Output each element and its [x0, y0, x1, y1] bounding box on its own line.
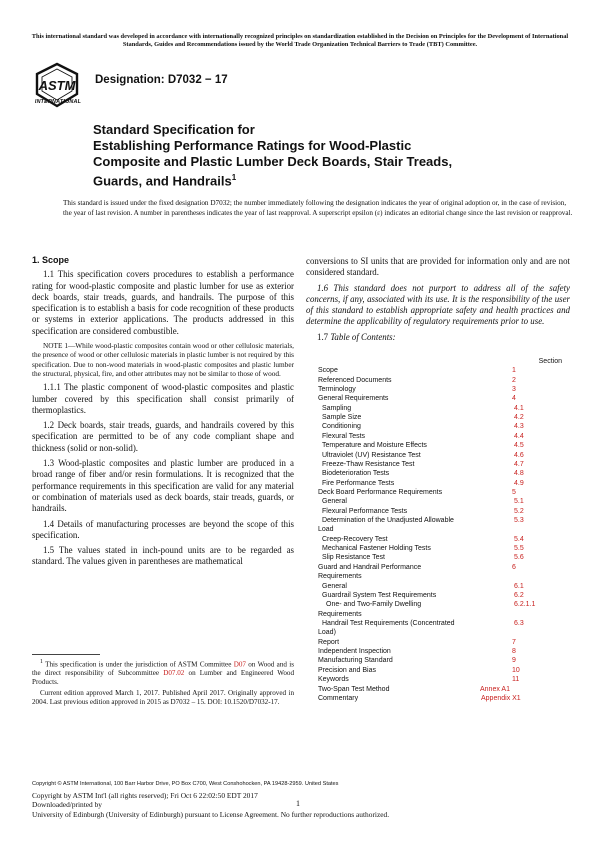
toc-section-link[interactable]: Appendix X1 [481, 694, 521, 702]
footnote-1-text-a: This specification is under the jurisdiction of ASTM Committee [45, 660, 234, 669]
toc-row-label: General Requirements [318, 395, 389, 403]
toc-row-label: Guardrail System Test Requirements [322, 591, 437, 599]
logo-international-text: INTERNATIONAL [34, 99, 82, 105]
toc-row-label: Temperature and Moisture Effects [322, 442, 427, 450]
toc-section-link[interactable]: 5.1 [514, 498, 524, 506]
toc-row [318, 413, 578, 422]
toc-row-label: Requirements [318, 573, 362, 581]
toc-section-link[interactable]: 7 [512, 638, 516, 646]
toc-row-label: Biodeterioration Tests [322, 470, 390, 478]
page-number: 1 [296, 799, 300, 808]
download-line-2: Downloaded/printed by [32, 800, 102, 810]
toc-row [318, 553, 578, 562]
toc-row [318, 432, 578, 441]
tbt-notice: This international standard was developed in accordance with internationally recognized principles on standardization established in the Decision on Principles for the Development of International Standards, Guides and Recommendations issued by the World Trade Organization Technical Barriers to Trade (TBT) Committee. [31, 33, 569, 48]
toc-row [318, 488, 578, 497]
download-line-3: University of Edinburgh (University of Edinburgh) pursuant to License Agreement. No further reproductions authorized. [32, 809, 390, 819]
toc-row [318, 675, 578, 684]
toc-row [318, 591, 578, 600]
download-line-1: Copyright by ASTM Int'l (all rights reserved); Fri Oct 6 22:02:50 EDT 2017 [32, 791, 258, 800]
toc-row [318, 460, 578, 469]
toc-row-label: Precision and Bias [318, 666, 376, 674]
toc-section-link[interactable]: 4.2 [514, 414, 524, 422]
toc-section-link[interactable]: 4.5 [514, 442, 524, 450]
paragraph-1-5-continued: conversions to SI units that are provided for information only and are not considered standard. [306, 256, 570, 278]
toc-section-link[interactable]: 4.4 [514, 432, 524, 440]
toc-row-label: Flexural Tests [322, 432, 366, 440]
toc-row-label: Keywords [318, 676, 349, 684]
toc-row-label: Creep-Recovery Test [322, 535, 388, 543]
toc-section-link[interactable]: 5.2 [514, 507, 524, 515]
paragraph-1-1: 1.1 This specification covers procedures to establish a performance rating for wood-plastic composite and plastic lumber for use as exterior deck boards, stair treads, guards, and handrails. The purpose of this specification is to establish a basis for code recognition of these products or systems in exterior applications. The products addressed in this specification are considered combustible. [32, 269, 294, 336]
toc-row-label: General [322, 582, 347, 590]
toc-row [318, 610, 578, 619]
toc-section-link[interactable]: 4.9 [514, 479, 524, 487]
paragraph-1-5: 1.5 The values stated in inch-pound units are to be regarded as standard. The values given in parentheses are mathematical [32, 545, 294, 567]
toc-row-label: Sampling [322, 404, 352, 412]
toc-row [318, 544, 578, 553]
left-column [32, 255, 294, 572]
toc-section-link[interactable]: 6.2.1.1 [514, 601, 536, 609]
toc-section-link[interactable]: 6.3 [514, 620, 524, 627]
toc-row [318, 619, 578, 628]
toc-row-label: Guard and Handrail Performance [318, 563, 422, 571]
toc-row-label: Flexural Performance Tests [322, 507, 408, 515]
designation: Designation: D7032 − 17 [95, 74, 228, 86]
toc-row [318, 451, 578, 460]
toc-row [318, 572, 578, 581]
toc-section-header: Section [538, 358, 562, 365]
toc-row [318, 628, 578, 637]
toc-section-link[interactable]: 5.3 [514, 517, 524, 525]
footnote-1 [32, 658, 294, 687]
title-line-4-text: Guards, and Handrails [93, 173, 232, 189]
toc-section-link[interactable]: 5.4 [514, 535, 524, 543]
note-1: NOTE 1—While wood-plastic composites contain wood or other cellulosic materials, the presence of wood or other cellulosic materials in plastic lumber is not required by this specification. Due to non-wood materials in wood-plastic composites and plastic lumber the structural, physical, fire, and other attributes may not be similar to those of wood. [32, 341, 294, 378]
toc-row-label: General [322, 498, 347, 506]
footnote-1-mark: 1 [40, 659, 43, 665]
title-line-1: Standard Specification for [93, 122, 255, 137]
toc-row [318, 582, 578, 591]
toc-row-label: Ultraviolet (UV) Resistance Test [322, 451, 421, 459]
toc-section-link[interactable]: 10 [512, 666, 520, 674]
toc-rows [318, 366, 578, 703]
toc-section-link[interactable]: 9 [512, 657, 516, 665]
subcommittee-d07-02-link[interactable]: D07.02 [163, 669, 185, 678]
committee-d07-link[interactable]: D07 [233, 660, 246, 669]
scope-heading: 1. Scope [32, 255, 70, 265]
toc-row [318, 685, 578, 694]
toc-section-link[interactable]: 4.3 [514, 423, 524, 431]
toc-row-label: Handrail Test Requirements (Concentrated [322, 620, 455, 627]
paragraph-1-7 [306, 332, 570, 343]
toc-row-label: Deck Board Performance Requirements [318, 488, 443, 496]
toc-row-label: Determination of the Unadjusted Allowable [322, 517, 454, 525]
toc-row [318, 638, 578, 647]
toc-row [318, 666, 578, 675]
download-notice [32, 791, 572, 819]
toc-row [318, 525, 578, 534]
title-line-2: Establishing Performance Ratings for Wood-Plastic [93, 138, 412, 153]
toc-section-link[interactable]: 8 [512, 648, 516, 656]
toc-row [318, 441, 578, 450]
paragraph-1-2: 1.2 Deck boards, stair treads, guards, and handrails covered by this specification are permitted to be of any code compliant shape and thickness (solid or non-solid). [32, 420, 294, 453]
toc-section-link[interactable]: 6.1 [514, 582, 524, 590]
right-column [306, 256, 570, 347]
toc-section-link[interactable]: 4.1 [514, 404, 524, 412]
toc-section-link[interactable]: 5 [512, 488, 516, 496]
toc-row-label: Commentary [318, 694, 359, 702]
toc-section-link[interactable]: 2 [512, 376, 516, 384]
toc-row [318, 469, 578, 478]
toc-row [318, 422, 578, 431]
toc-row [318, 563, 578, 572]
toc-section-link[interactable]: 1 [512, 367, 516, 375]
toc-row [318, 385, 578, 394]
toc-row [318, 600, 578, 609]
paragraph-1-1-1: 1.1.1 The plastic component of wood-plastic composites and plastic lumber covered by this specification shall consist primarily of thermoplastics. [32, 382, 294, 415]
toc-row [318, 647, 578, 656]
paragraph-1-7-number: 1.7 [317, 331, 331, 342]
toc-row-label: Load [318, 526, 334, 534]
document-title [93, 122, 563, 189]
copyright-line: Copyright © ASTM International, 100 Barr Harbor Drive, PO Box C700, West Conshohocken, PA 19428-2959. United States [32, 781, 339, 787]
toc-row [318, 394, 578, 403]
toc-title: Table of Contents: [330, 331, 396, 342]
toc-row-label: Scope [318, 367, 338, 375]
toc-row-label: Conditioning [322, 423, 361, 431]
toc-section-link[interactable]: 4.6 [514, 451, 524, 459]
toc-row [318, 479, 578, 488]
title-line-3: Composite and Plastic Lumber Deck Boards, Stair Treads, [93, 154, 453, 169]
toc-row [318, 507, 578, 516]
toc-row-label: Manufacturing Standard [318, 657, 393, 665]
table-of-contents [318, 357, 578, 703]
toc-section-link[interactable]: 4.8 [514, 470, 524, 478]
toc-section-link[interactable]: 5.5 [514, 545, 524, 553]
toc-row-label: Slip Resistance Test [322, 554, 385, 562]
svg-text:ASTM: ASTM [38, 78, 76, 93]
toc-row [318, 535, 578, 544]
toc-row-label: Report [318, 638, 340, 646]
footnote-1-text-c: on Lumber and Engineered Wood Products. [32, 669, 294, 687]
footnotes [32, 658, 294, 709]
toc-row [318, 497, 578, 506]
paragraph-1-6: 1.6 This standard does not purport to address all of the safety concerns, if any, associated with its use. It is the responsibility of the user of this standard to establish appropriate safety and health practices and determine the applicability of regulatory requirements prior to use. [306, 282, 570, 327]
toc-row [318, 656, 578, 665]
toc-row-label: Requirements [318, 610, 362, 618]
toc-row-label: Fire Performance Tests [322, 479, 395, 487]
paragraph-1-4: 1.4 Details of manufacturing processes are beyond the scope of this specification. [32, 518, 294, 540]
toc-section-link[interactable]: 6.2 [514, 591, 524, 599]
toc-section-link[interactable]: 4 [512, 395, 516, 403]
paragraph-1-3: 1.3 Wood-plastic composites and plastic lumber are produced in a broad range of fiber and/or resin formulations. It is recognized that the performance requirements in this specification are valid for any material or combination of materials used as deck boards, stair treads, guards, or handrails. [32, 458, 294, 514]
toc-row-label: Referenced Documents [318, 376, 392, 384]
toc-row [318, 376, 578, 385]
title-line-4 [93, 170, 563, 189]
toc-section-link[interactable]: 6 [512, 563, 516, 571]
issuance-statement: This standard is issued under the fixed designation D7032; the number immediately following the designation indicates the year of original adoption or, in the case of revision, the year of last revision. A number in parentheses indicates the year of last reapproval. A superscript epsilon (ε) indicates an editorial change since the last revision or reapproval. [63, 199, 573, 217]
toc-section-link[interactable]: 11 [512, 676, 520, 684]
footnote-1-text-b: on Wood and is the direct responsibility of Subcommittee [32, 660, 294, 678]
toc-section-link[interactable]: Annex A1 [480, 685, 510, 693]
toc-row-label: Freeze-Thaw Resistance Test [322, 460, 415, 468]
toc-row-label: Sample Size [322, 414, 362, 422]
toc-row-label: Mechanical Fastener Holding Tests [322, 545, 431, 553]
edition-note: Current edition approved March 1, 2017. Published April 2017. Originally approved in 2004. Last previous edition approved in 2015 as D7032 – 15. DOI: 10.1520/D7032-17. [32, 689, 294, 707]
toc-row [318, 694, 578, 703]
toc-row [318, 366, 578, 375]
toc-section-link[interactable]: 4.7 [514, 460, 524, 468]
toc-row-label: Load) [318, 629, 336, 637]
toc-row-label: One- and Two-Family Dwelling [326, 601, 422, 609]
toc-row [318, 404, 578, 413]
toc-row-label: Independent Inspection [318, 648, 391, 656]
footnote-divider [32, 654, 100, 655]
title-footnote-mark[interactable]: 1 [231, 173, 237, 182]
toc-section-link[interactable]: 5.6 [514, 554, 524, 562]
toc-row-label: Two-Span Test Method [318, 685, 390, 693]
toc-section-link[interactable]: 3 [512, 386, 516, 394]
toc-row [318, 516, 578, 525]
toc-row-label: Terminology [318, 386, 356, 394]
